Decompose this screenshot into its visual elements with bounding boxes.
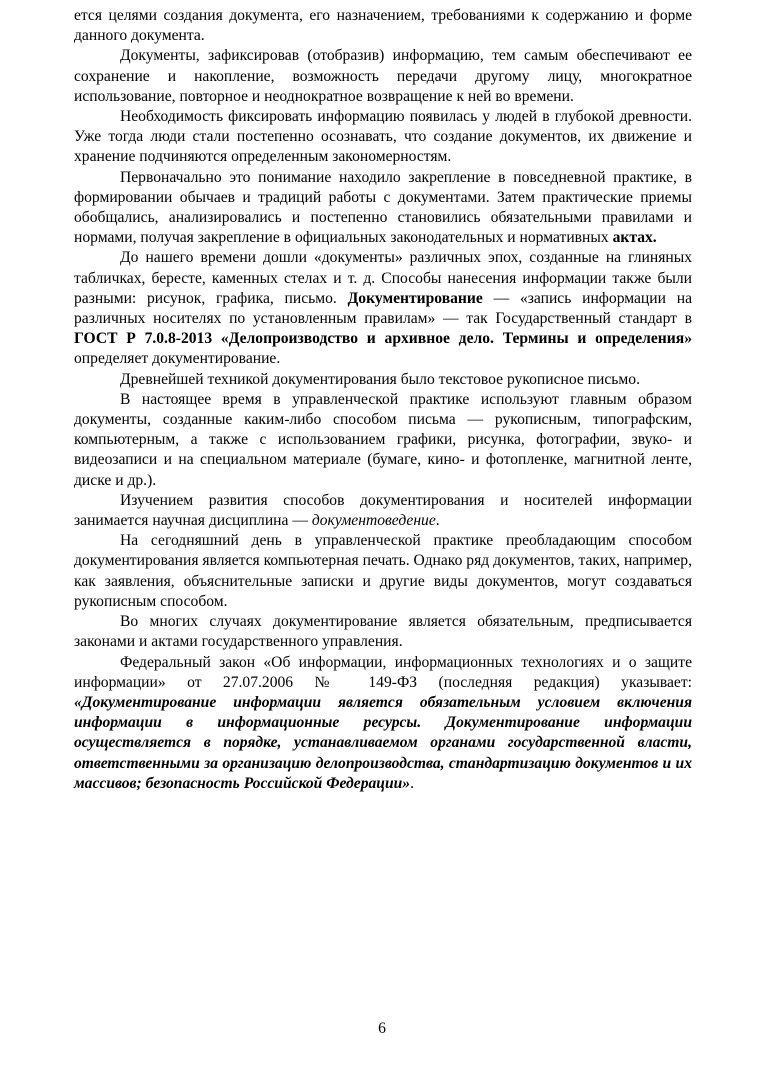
emphasized-text: документоведение xyxy=(311,512,436,530)
emphasized-text: ГОСТ Р 7.0.8-2013 «Делопроизводство и архивное дело. Термины и определения» xyxy=(74,330,692,348)
page-number: 6 xyxy=(378,1020,386,1037)
emphasized-text: «Документирование информации является обязательным условием включения информации в информационные ресурсы. Документирование информации осуществляется в порядке, устанавливаемом органами государственной власти, ответственными за организацию делопроизводства, стандартизацию документов и их массивов; безопасность Российской Федерации» xyxy=(74,693,692,792)
text-run: определяет документирование. xyxy=(74,350,281,368)
text-run: Федеральный закон «Об информации, информационных технологиях и о защите информации» от 27.07.2006 № 149-ФЗ (последняя редакция) указывает: xyxy=(74,653,692,691)
paragraph xyxy=(74,248,692,369)
paragraph xyxy=(74,168,692,249)
paragraph xyxy=(74,370,692,390)
text-run: ется целями создания документа, его назначением, требованиями к содержанию и форме данного документа. xyxy=(74,7,692,45)
text-run: Необходимость фиксировать информацию появилась у людей в глубокой древности. Уже тогда люди стали постепенно осознавать, что создание документов, их движение и хранение подчиняются определенным закономерностям. xyxy=(74,108,692,166)
paragraph xyxy=(74,491,692,531)
paragraph xyxy=(74,531,692,612)
emphasized-text: актах. xyxy=(612,229,657,247)
text-run: — «запись информации на различных носителях по установленным правилам» — так Государственный стандарт в xyxy=(74,289,692,328)
paragraph xyxy=(74,653,692,794)
page-body-text xyxy=(74,6,692,794)
paragraph xyxy=(74,46,692,107)
text-run: Изучением развития способов документирования и носителей информации занимается научная дисциплина — xyxy=(74,491,692,530)
emphasized-text: Документирование xyxy=(347,289,483,307)
text-run: В настоящее время в управленческой практике используют главным образом документы, созданные каким-либо способом письма — рукописным, типографским, компьютерным, а также с использованием графики, рисунка, фотографии, звуко- и видеозаписи и на специальном материале (бумаге, кино- и фотопленке, магнитной ленте, диске и др.). xyxy=(74,390,692,489)
text-run: Первоначально это понимание находило закрепление в повседневной практике, в формировании обычаев и традиций работы с документами. Затем практические приемы обобщались, анализировались и постепенно становились обязательными правилами и нормами, получая закрепление в официальных законодательных и нормативных xyxy=(74,168,692,247)
paragraph xyxy=(74,612,692,652)
text-run: Во многих случаях документирование является обязательным, предписывается законами и актами государственного управления. xyxy=(74,613,692,651)
text-run: . xyxy=(435,512,440,530)
text-run: . xyxy=(410,774,415,792)
text-run: Древнейшей техникой документирования было текстовое рукописное письмо. xyxy=(120,370,640,388)
paragraph xyxy=(74,107,692,168)
text-run: На сегодняшний день в управленческой практике преобладающим способом документирования является компьютерная печать. Однако ряд документов, таких, например, как заявления, объяснительные записки и другие виды документов, могут создаваться рукописным способом. xyxy=(74,532,692,610)
text-run: Документы, зафиксировав (отобразив) информацию, тем самым обеспечивают ее сохранение и накопление, возможность передачи другому лицу, многократное использование, повторное и неоднократное возвращение к ней во времени. xyxy=(74,47,692,105)
text-run: До нашего времени дошли «документы» различных эпох, созданные на глиняных табличках, бересте, каменных стелах и т. д. Способы нанесения информации также были разными: рисунок, графика, письмо. xyxy=(74,249,692,307)
paragraph xyxy=(74,6,692,46)
paragraph xyxy=(74,390,692,491)
